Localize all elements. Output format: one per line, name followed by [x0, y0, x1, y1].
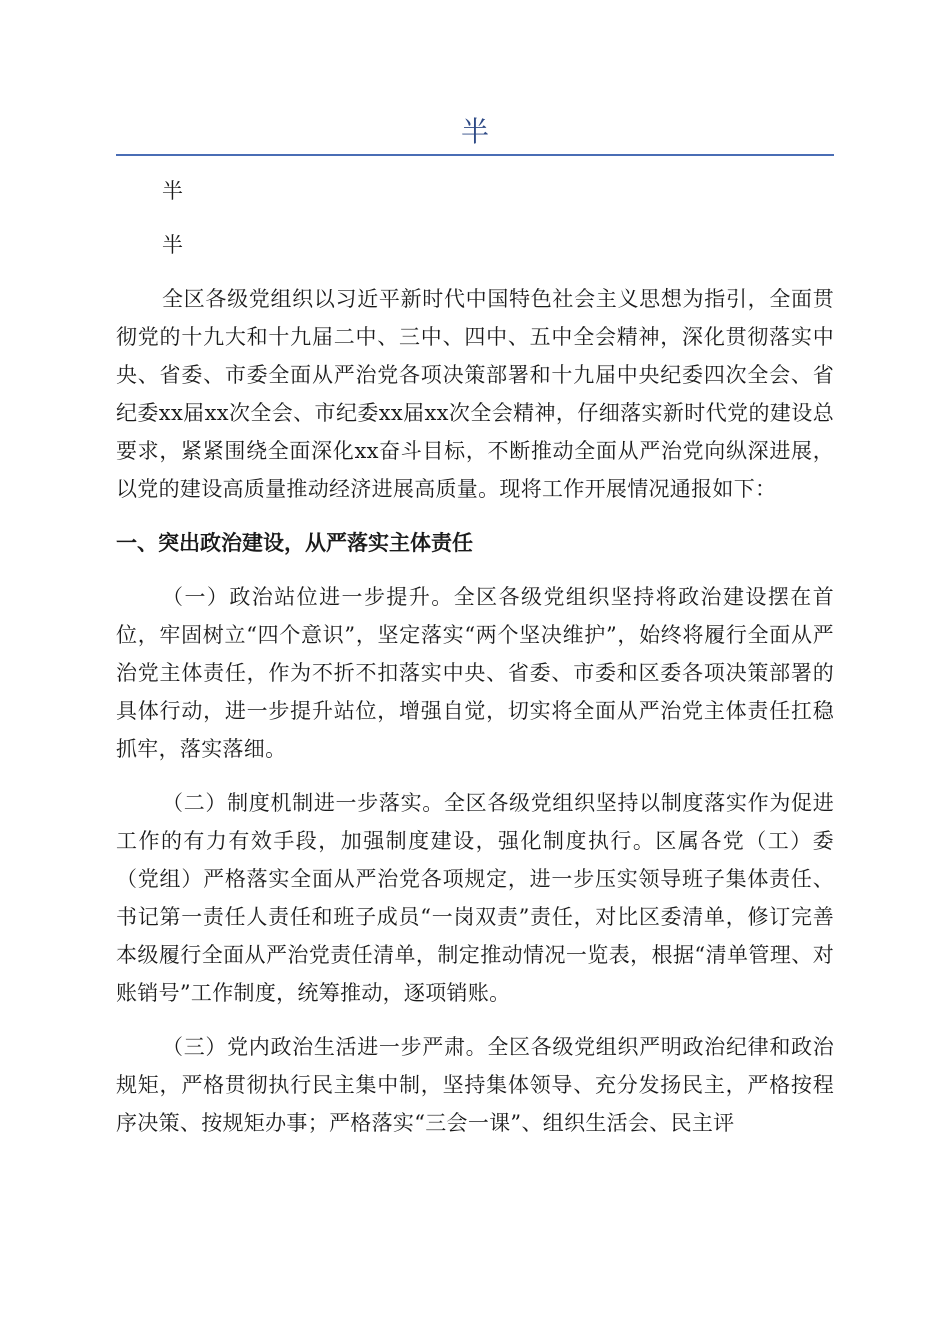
header-divider — [116, 154, 834, 156]
document-body — [116, 172, 834, 1158]
page-header-title: 半 — [460, 115, 489, 148]
paragraph-2: （二）制度机制进一步落实。全区各级党组织坚持以制度落实作为促进工作的有力有效手段，加强制度建设，强化制度执行。区属各党（工）委（党组）严格落实全面从严治党各项规定，进一步压实领导班子集体责任、书记第一责任人责任和班子成员“一岗双责”责任，对比区委清单，修订完善本级履行全面从严治党责任清单，制定推动情况一览表，根据“清单管理、对账销号”工作制度，统筹推动，逐项销账。 — [116, 791, 834, 1005]
intro-paragraph: 全区各级党组织以习近平新时代中国特色社会主义思想为指引，全面贯彻党的十九大和十九届二中、三中、四中、五中全会精神，深化贯彻落实中央、省委、市委全面从严治党各项决策部署和十九届中央纪委四次全会、省纪委xx届xx次全会、市纪委xx届xx次全会精神，仔细落实新时代党的建设总要求，紧紧围绕全面深化xx奋斗目标，不断推动全面从严治党向纵深进展，以党的建设高质量推动经济进展高质量。现将工作开展情况通报如下： — [116, 287, 834, 501]
paragraph-1: （一）政治站位进一步提升。全区各级党组织坚持将政治建设摆在首位，牢固树立“四个意识”，坚定落实“两个坚决维护”，始终将履行全面从严治党主体责任，作为不折不扣落实中央、省委、市委和区委各项决策部署的具体行动，进一步提升站位，增强自觉，切实将全面从严治党主体责任扛稳抓牢，落实落细。 — [116, 585, 834, 761]
paragraph-3: （三）党内政治生活进一步严肃。全区各级党组织严明政治纪律和政治规矩，严格贯彻执行民主集中制，坚持集体领导、充分发扬民主，严格按程序决策、按规矩办事；严格落实“三会一课”、组织生活会、民主评 — [116, 1035, 834, 1135]
section-heading-1: 一、突出政治建设，从严落实主体责任 — [116, 531, 473, 555]
short-line-1: 半 — [162, 179, 183, 203]
short-line-2: 半 — [162, 233, 183, 257]
